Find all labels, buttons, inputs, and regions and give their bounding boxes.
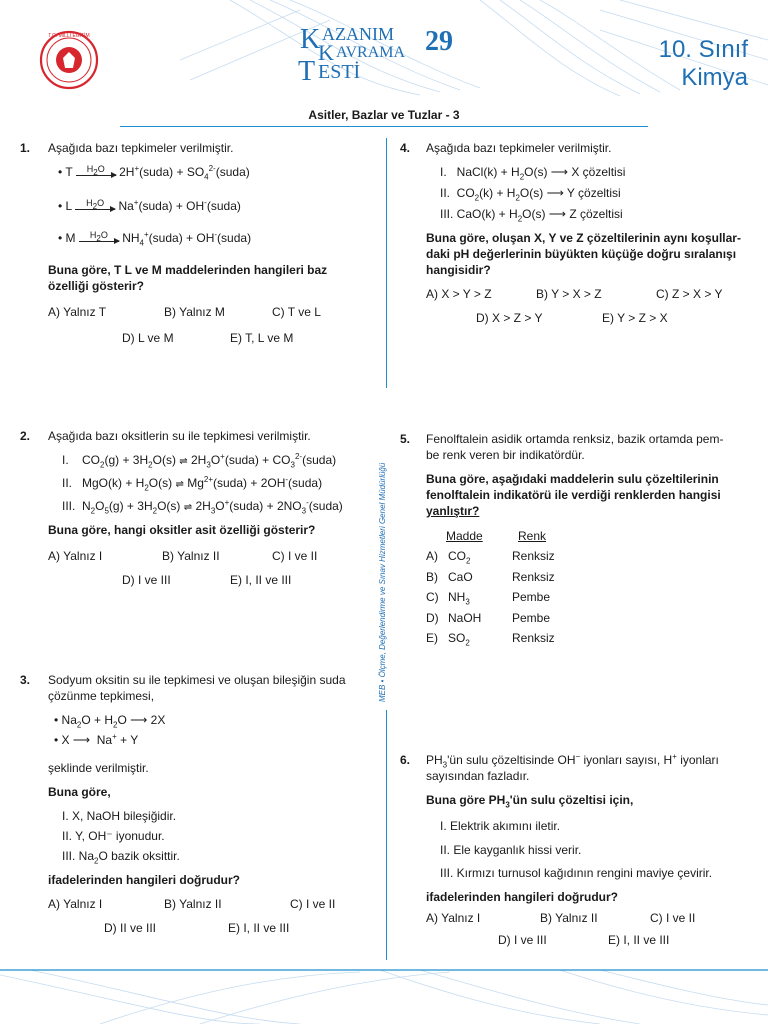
question-text: ifadelerinden hangileri doğrudur? (48, 873, 241, 887)
option-e[interactable]: E) I, II ve III (230, 573, 292, 587)
statement-2: II. $CO_2(k) + H_2O(s)$ ⟶ Y çözeltisi (440, 186, 621, 203)
option-d-color: Pembe (512, 611, 551, 625)
option-b[interactable]: B) Yalnız II (164, 897, 222, 911)
option-e[interactable]: E) Y > Z > X (602, 311, 668, 325)
option-e[interactable]: E) (426, 631, 438, 645)
question-text: Buna göre, aşağıdaki maddelerin sulu çözeltilerinin (426, 472, 719, 486)
svg-text:AVRAMA: AVRAMA (336, 44, 406, 61)
question-number: 2. (20, 429, 31, 443)
question-number: 3. (20, 673, 31, 687)
question-text-3: hangisidir? (426, 263, 491, 277)
question-number: 5. (400, 432, 411, 446)
statement-1: I. NaCl(k) + $H_2O(s)$ ⟶ X çözeltisi (440, 165, 626, 182)
question-text-2: daki pH değerlerinin büyükten küçüğe doğru sıralanışı (426, 247, 737, 261)
option-b[interactable]: B) (426, 570, 438, 584)
svg-text:T: T (298, 56, 316, 87)
option-e[interactable]: E) I, II ve III (228, 921, 290, 935)
question-number: 4. (400, 141, 411, 155)
reaction-t: • T $H_2O$ 2H+(suda) + $SO_4^{2-}(suda)$ (58, 164, 250, 182)
option-c-substance: $NH_3$ (448, 590, 470, 607)
svg-text:T.C. MİLLÎ EĞİTİM: T.C. MİLLÎ EĞİTİM (48, 33, 90, 39)
question-intro: $PH_3'ün$ sulu çözeltisinde OH− iyonları sayısı, H+ iyonları (426, 752, 719, 770)
option-c[interactable]: C) T ve L (272, 305, 321, 319)
subject-label: Kimya (681, 64, 748, 91)
option-e-color: Renksiz (512, 631, 555, 645)
question-intro-2: çözünme tepkimesi, (48, 689, 155, 703)
option-c[interactable]: C) I ve II (290, 897, 336, 911)
option-a-color: Renksiz (512, 549, 555, 563)
reaction-m: • M $H_2O$ $NH_4^+(suda)$ + OH-(suda) (58, 230, 252, 248)
topic-title: Asitler, Bazlar ve Tuzlar - 3 (120, 106, 648, 127)
statement-1: I. Elektrik akımını iletir. (440, 819, 561, 833)
question-lead: Buna göre $PH_3'ün$ sulu çözeltisi için, (426, 793, 634, 810)
question-text: Buna göre, T L ve M maddelerinden hangileri baz (48, 263, 328, 277)
question-text: Buna göre, hangi oksitler asit özelliği gösterir? (48, 523, 316, 537)
statement-3: III. $Na_2O$ bazik oksittir. (62, 849, 180, 866)
option-d[interactable]: D) (426, 611, 439, 625)
statement-3: III. $N_2O_5(g) + 3H_2O(s)$ ⇌ $2H_3O^+(suda)$ + $2NO_3^-(suda)$ (62, 498, 343, 516)
given-text: şeklinde verilmiştir. (48, 761, 149, 775)
question-text-3: yanlıştır? (426, 504, 480, 518)
option-a-substance: $CO_2$ (448, 549, 471, 566)
option-a[interactable]: A) X > Y > Z (426, 287, 492, 301)
question-text-2: özelliği gösterir? (48, 279, 145, 293)
option-c[interactable]: C) Z > X > Y (656, 287, 723, 301)
question-intro: Aşağıda bazı tepkimeler verilmiştir. (48, 141, 234, 155)
option-c[interactable]: C) I ve II (272, 549, 318, 563)
option-a[interactable]: A) (426, 549, 438, 563)
option-a[interactable]: A) Yalnız I (48, 549, 103, 563)
option-b[interactable]: B) Y > X > Z (536, 287, 602, 301)
lead-text: Buna göre, (48, 785, 111, 799)
option-e[interactable]: E) I, II ve III (608, 933, 670, 947)
option-b[interactable]: B) Yalnız II (162, 549, 220, 563)
option-a[interactable]: A) Yalnız I (48, 897, 103, 911)
option-b[interactable]: B) Yalnız M (164, 305, 225, 319)
question-intro: Aşağıda bazı tepkimeler verilmiştir. (426, 141, 612, 155)
option-e-substance: $SO_2$ (448, 631, 470, 648)
sidebar-caption: MEB • Ölçme, Değerlendirme ve Sınav Hizmetleri Genel Müdürlüğü (378, 462, 387, 702)
column-divider (386, 138, 387, 388)
option-b-substance: CaO (448, 570, 473, 584)
statement-3: III. Kırmızı turnusol kağıdının rengini maviye çevirir. (440, 866, 713, 880)
statement-3: III. $CaO(k) + H_2O(s)$ ⟶ Z çözeltisi (440, 207, 623, 224)
svg-text:K: K (318, 40, 334, 65)
question-text-2: fenolftalein indikatörü ile verdiği renklerden hangisi (426, 488, 721, 502)
question-intro-2: be renk veren bir indikatördür. (426, 448, 585, 462)
option-c[interactable]: C) (426, 590, 439, 604)
question-number: 1. (20, 141, 31, 155)
statement-1: I. X, NaOH bileşiğidir. (62, 809, 177, 823)
grade-label: 10. Sınıf (658, 36, 748, 63)
option-d[interactable]: D) X > Z > Y (476, 311, 543, 325)
svg-text:AZANIM: AZANIM (322, 24, 394, 44)
option-a[interactable]: A) Yalnız I (426, 911, 481, 925)
question-intro-2: sayısından fazladır. (426, 769, 530, 783)
reaction-1: • $Na_2O + H_2O$ ⟶ 2X (54, 713, 166, 730)
option-b[interactable]: B) Yalnız II (540, 911, 598, 925)
option-d-substance: NaOH (448, 611, 482, 625)
svg-text:29: 29 (425, 26, 453, 57)
ministry-logo (41, 32, 97, 88)
reaction-2: • X ⟶ Na+ + Y (54, 732, 139, 747)
question-intro: Aşağıda bazı oksitlerin su ile tepkimesi verilmiştir. (48, 429, 311, 443)
option-e[interactable]: E) T, L ve M (230, 331, 294, 345)
statement-2: II. Ele kayganlık hissi verir. (440, 843, 582, 857)
question-text: ifadelerinden hangileri doğrudur? (426, 890, 619, 904)
option-a[interactable]: A) Yalnız T (48, 305, 107, 319)
option-b-color: Renksiz (512, 570, 555, 584)
statement-1: I. $CO_2(g) + 3H_2O(s)$ ⇌ $2H_3O^+(suda)$ + $CO_3^{2-}(suda)$ (62, 452, 337, 470)
question-intro: Fenolftalein asidik ortamda renksiz, bazik ortamda pem- (426, 432, 724, 446)
option-d[interactable]: D) II ve III (104, 921, 157, 935)
reaction-l: • L $H_2O$ Na+(suda) + OH-(suda) (58, 198, 241, 213)
column-divider-lower (386, 710, 387, 960)
option-d[interactable]: D) I ve III (122, 573, 171, 587)
question-intro: Sodyum oksitin su ile tepkimesi ve oluşan bileşiğin suda (48, 673, 346, 687)
statement-2: II. $MgO(k) + H_2O(s)$ ⇌ $Mg^{2+}(suda)$ + 2OH-(suda) (62, 475, 323, 493)
option-d[interactable]: D) I ve III (498, 933, 547, 947)
svg-text:K: K (300, 24, 321, 55)
column-header-renk: Renk (518, 529, 547, 543)
column-header-madde: Madde (446, 529, 483, 543)
option-c[interactable]: C) I ve II (650, 911, 696, 925)
option-d[interactable]: D) L ve M (122, 331, 174, 345)
question-number: 6. (400, 753, 411, 767)
question-text: Buna göre, oluşan X, Y ve Z çözeltilerinin aynı koşullar- (426, 231, 741, 245)
statement-2: II. Y, OH⁻ iyonudur. (62, 829, 165, 843)
option-c-color: Pembe (512, 590, 551, 604)
svg-text:ESTİ: ESTİ (318, 61, 361, 83)
